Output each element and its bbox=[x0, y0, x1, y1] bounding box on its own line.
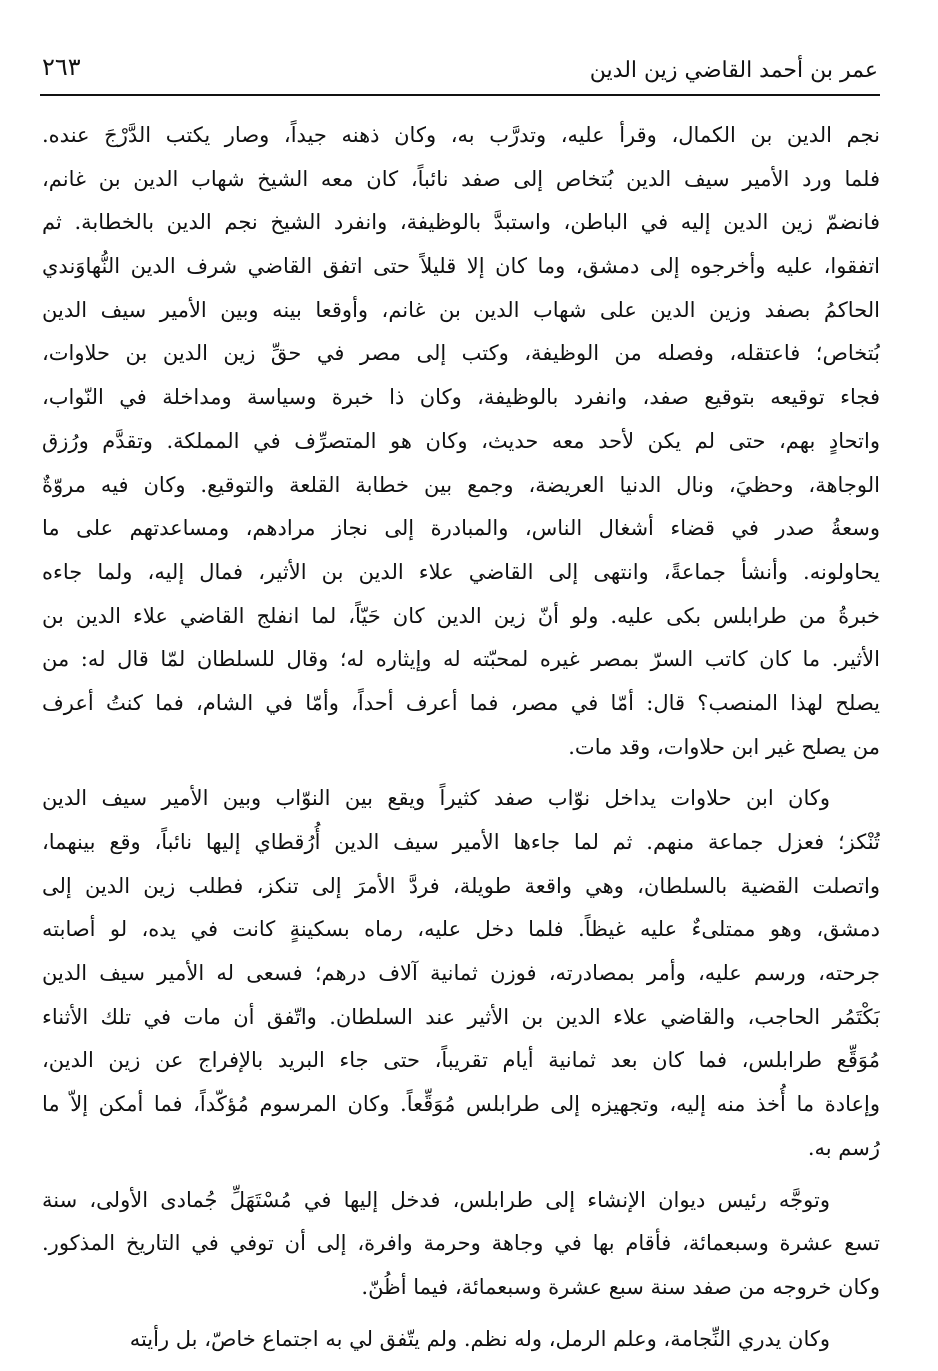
text-line: الوجاهة، وحظيَ، ونال الدنيا العريضة، وجمع بين خطابة القلعة والتوقيع. وكان فيه مروّةٌ bbox=[42, 472, 880, 497]
text-line: يحاولونه. وأنشأ جماعةً، وانتهى إلى القاضي علاء الدين بن الأثير، فمال إليه، ولما جاءه bbox=[42, 559, 880, 584]
paragraph-gap bbox=[42, 1171, 880, 1179]
paragraph bbox=[42, 1179, 880, 1310]
text-line: وسعةُ صدر في قضاء أشغال الناس، والمبادرة إلى نجاز مرادهم، ومساعدتهم على ما bbox=[42, 516, 880, 541]
text-line: فجاء توقيعه بتوقيع صفد، وانفرد بالوظيفة، وكان ذا خبرة وسياسة ومداخلة في النّواب، bbox=[42, 385, 880, 410]
text-line: فانضمّ زين الدين إليه في الباطن، واستبدَّ بالوظيفة، وانفرد الشيخ نجم الدين بالخطابة. ثم bbox=[42, 210, 880, 235]
page-body bbox=[42, 114, 880, 1361]
text-line: واتصلت القضية بالسلطان، وهي واقعة طويلة، فردَّ الأمرَ إلى تنكز، فطلب زين الدين إلى bbox=[42, 873, 880, 898]
running-head bbox=[42, 53, 878, 90]
text-line: نجم الدين بن الكمال، وقرأ عليه، وتدرَّب به، وكان ذهنه جيداً، وصار يكتب الدَّرْجَ عنده. bbox=[42, 123, 880, 147]
text-line: رُسم به. bbox=[807, 1135, 880, 1160]
text-line: وتوجَّه رئيس ديوان الإنشاء إلى طرابلس، فدخل إليها في مُسْتَهَلِّ جُمادى الأولى، سنة bbox=[42, 1187, 830, 1212]
text-line: وإعادة ما أُخذ منه إليه، وتجهيزه إلى طرابلس مُوَقِّعاً. وكان المرسوم مُؤكّداً، فما أمكن إلاّ ما bbox=[42, 1092, 880, 1117]
text-line: من يصلح غير ابن حلاوات، وقد مات. bbox=[568, 734, 880, 759]
header-rule bbox=[40, 94, 880, 96]
paragraph-gap bbox=[42, 769, 880, 777]
text-line: فلما ورد الأمير سيف الدين بُتخاص إلى صفد نائباً، كان معه الشيخ شهاب الدين بن غانم، bbox=[42, 166, 880, 191]
text-line: الأثير. ما كان كاتب السرّ بمصر غيره لمحبّته له وإيثاره له؛ وقال للسلطان لمّا قال له: من bbox=[42, 647, 880, 672]
text-line: بَكْتَمُر الحاجب، والقاضي علاء الدين بن الأثير عند السلطان. واتّفق أن مات في تلك الأثناء bbox=[42, 1004, 880, 1029]
text-line: دمشق، وهو ممتلىءٌ عليه غيظاً. فلما دخل عليه، رماه بسكينةٍ كانت في يده، لو أصابته bbox=[42, 917, 880, 942]
text-line: تُنْكز؛ فعزل جماعة منهم. ثم لما جاءها الأمير سيف الدين أُرُقطاي إليها نائباً، وقع بينهما، bbox=[42, 830, 880, 854]
text-line: الحاكمُ بصفد وزين الدين على شهاب الدين بن غانم، وأوقعا بينه وبين الأمير سيف الدين bbox=[42, 297, 880, 322]
text-line: خبرةُ من طرابلس بكى عليه. ولو أنّ زين الدين كان حَيّاً، لما انفلج القاضي علاء الدين بن bbox=[42, 603, 880, 628]
text-line: وكان خروجه من صفد سنة سبع عشرة وسبعمائة، فيما أظُنّ. bbox=[361, 1274, 880, 1299]
page-number: ٢٦٣ bbox=[42, 53, 81, 81]
text-line: مُوَقِّع طرابلس، فما كان بعد ثمانية أيام تقريباً، حتى جاء البريد بالإفراج عن زين الدين، bbox=[42, 1048, 880, 1073]
text-line: جرحته، ورسم عليه، وأمر بمصادرته، فوزن ثمانية آلاف درهم؛ فسعى له الأمير سيف الدين bbox=[42, 961, 880, 986]
paragraph bbox=[42, 1318, 880, 1362]
running-head-title: عمر بن أحمد القاضي زين الدين bbox=[589, 58, 878, 83]
paragraph bbox=[42, 114, 880, 769]
text-line: واتحادٍ بهم، حتى لم يكن لأحد معه حديث، وكان هو المتصرِّف في المملكة. وتقدَّم ورُزق bbox=[42, 428, 880, 453]
text-line: اتفقوا، عليه وأخرجوه إلى دمشق، وما كان إلا قليلاً حتى اتفق القاضي شرف الدين النُّهاوَندي bbox=[42, 254, 880, 279]
text-line: بُتخاص؛ فاعتقله، وفصله من الوظيفة، وكتب إلى مصر في حقِّ زين الدين بن حلاوات، bbox=[42, 341, 880, 366]
paragraph bbox=[42, 777, 880, 1170]
paragraph-gap bbox=[42, 1310, 880, 1318]
text-line: يصلح لهذا المنصب؟ قال: أمّا في مصر، فما أعرف أحداً، وأمّا في الشام، فما كنتُ أعرف bbox=[42, 690, 880, 715]
text-line: وكان يدري النِّجامة، وعلم الرمل، وله نظم. ولم يتّفق لي به اجتماع خاصّ، بل رأيته bbox=[129, 1326, 830, 1351]
text-line: وكان ابن حلاوات يداخل نوّاب صفد كثيراً ويقع بين النوّاب وبين الأمير سيف الدين bbox=[42, 786, 830, 811]
text-line: تسع عشرة وسبعمائة، فأقام بها في وجاهة وحرمة وافرة، إلى أن توفي في التاريخ المذكور. bbox=[42, 1231, 880, 1256]
